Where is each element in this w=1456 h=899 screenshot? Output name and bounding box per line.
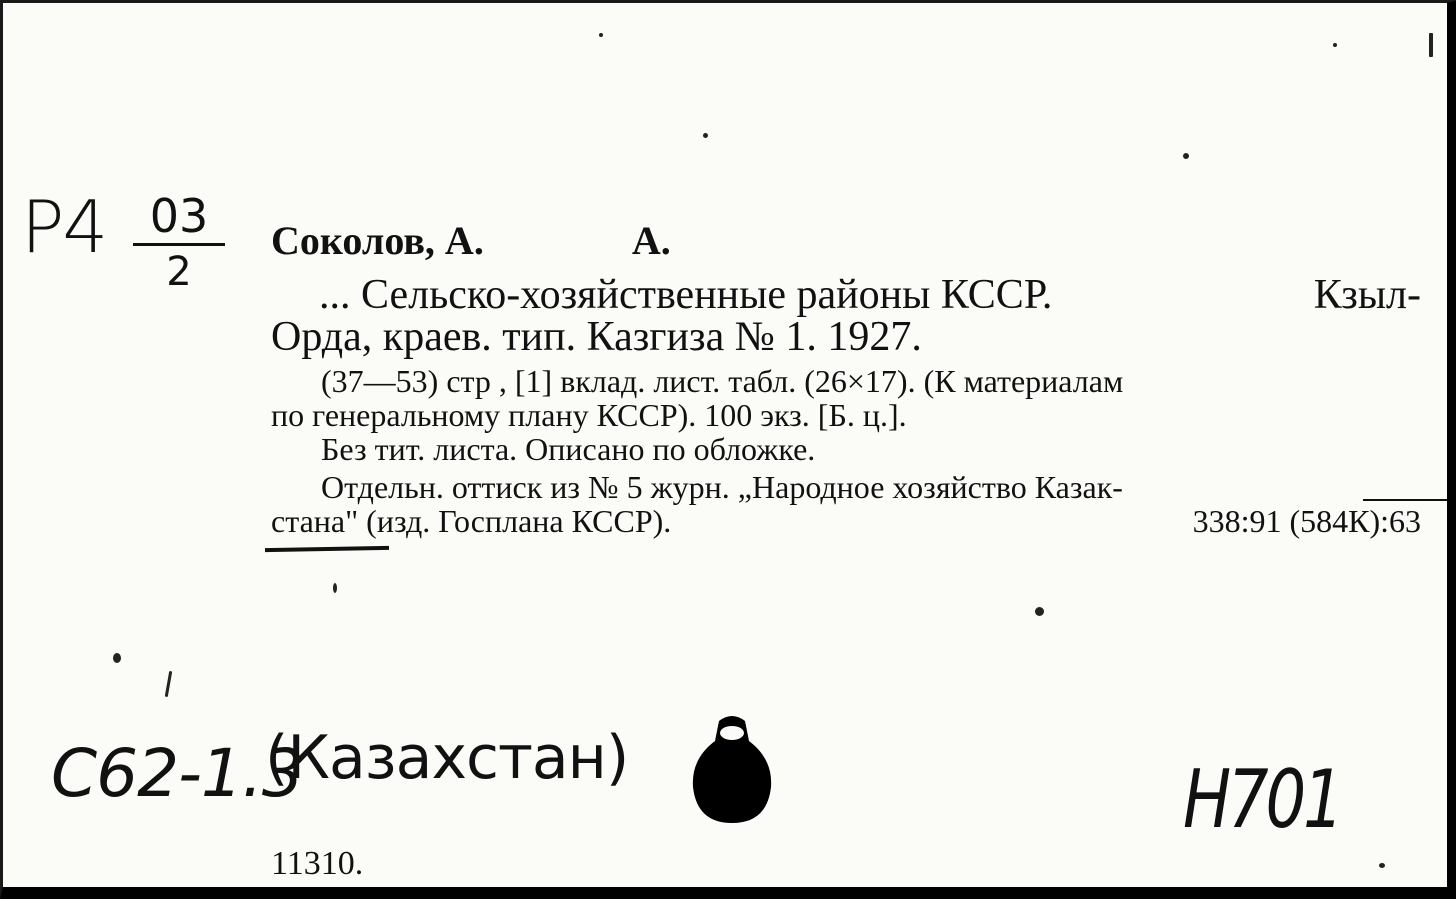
title-line bbox=[271, 271, 1421, 319]
physical-description-line-2: по генеральному плану КССР). 100 экз. [Б. ц.]. bbox=[271, 397, 907, 433]
speck bbox=[1379, 863, 1385, 868]
title-text: ... Сельско-хозяйственные районы КССР. bbox=[319, 272, 1053, 318]
speck bbox=[113, 653, 121, 663]
author-initial: А. bbox=[631, 218, 671, 263]
speck bbox=[599, 33, 603, 37]
speck bbox=[165, 671, 172, 697]
note-line-3-text: стана" (изд. Госплана КССР). bbox=[271, 503, 672, 539]
shelfmark-numerator: 03 bbox=[149, 189, 209, 243]
accession-number: 11310. bbox=[271, 845, 364, 882]
handwritten-subject: (Казахстан) bbox=[265, 723, 629, 793]
punch-hole bbox=[689, 711, 775, 825]
speck bbox=[1333, 43, 1337, 47]
shelfmark-fraction-bar bbox=[133, 243, 225, 246]
printed-classification: 338:91 (584К):63 bbox=[1192, 503, 1421, 539]
punch-hole-icon bbox=[689, 711, 775, 825]
speck bbox=[333, 583, 337, 593]
imprint-line: Орда, краев. тип. Казгиза № 1. 1927. bbox=[271, 314, 922, 360]
physical-description-line-1: (37—53) стр , [1] вклад. лист. табл. (26×17). (К материалам bbox=[321, 363, 1124, 399]
handwritten-inventory: Н701 bbox=[1183, 753, 1341, 846]
shelfmark-fraction bbox=[133, 189, 225, 295]
shelfmark-prefix: Р4 bbox=[21, 185, 107, 269]
overline-mark bbox=[1363, 499, 1456, 501]
underline-mark bbox=[265, 546, 389, 552]
note-line-3 bbox=[271, 503, 1421, 540]
author-heading bbox=[271, 217, 671, 264]
note-line-2: Отдельн. оттиск из № 5 журн. „Народное хозяйство Казак- bbox=[321, 469, 1123, 505]
shelfmark-denominator: 2 bbox=[166, 249, 192, 295]
author-name: Соколов, А. bbox=[271, 218, 484, 263]
title-place-start: Кзыл- bbox=[1313, 272, 1421, 318]
note-line-1: Без тит. листа. Описано по обложке. bbox=[321, 431, 816, 467]
speck bbox=[703, 133, 708, 138]
speck bbox=[1035, 607, 1044, 616]
speck bbox=[1429, 33, 1433, 57]
speck bbox=[1183, 153, 1189, 159]
handwritten-classification: С62-1.3 bbox=[51, 735, 303, 812]
